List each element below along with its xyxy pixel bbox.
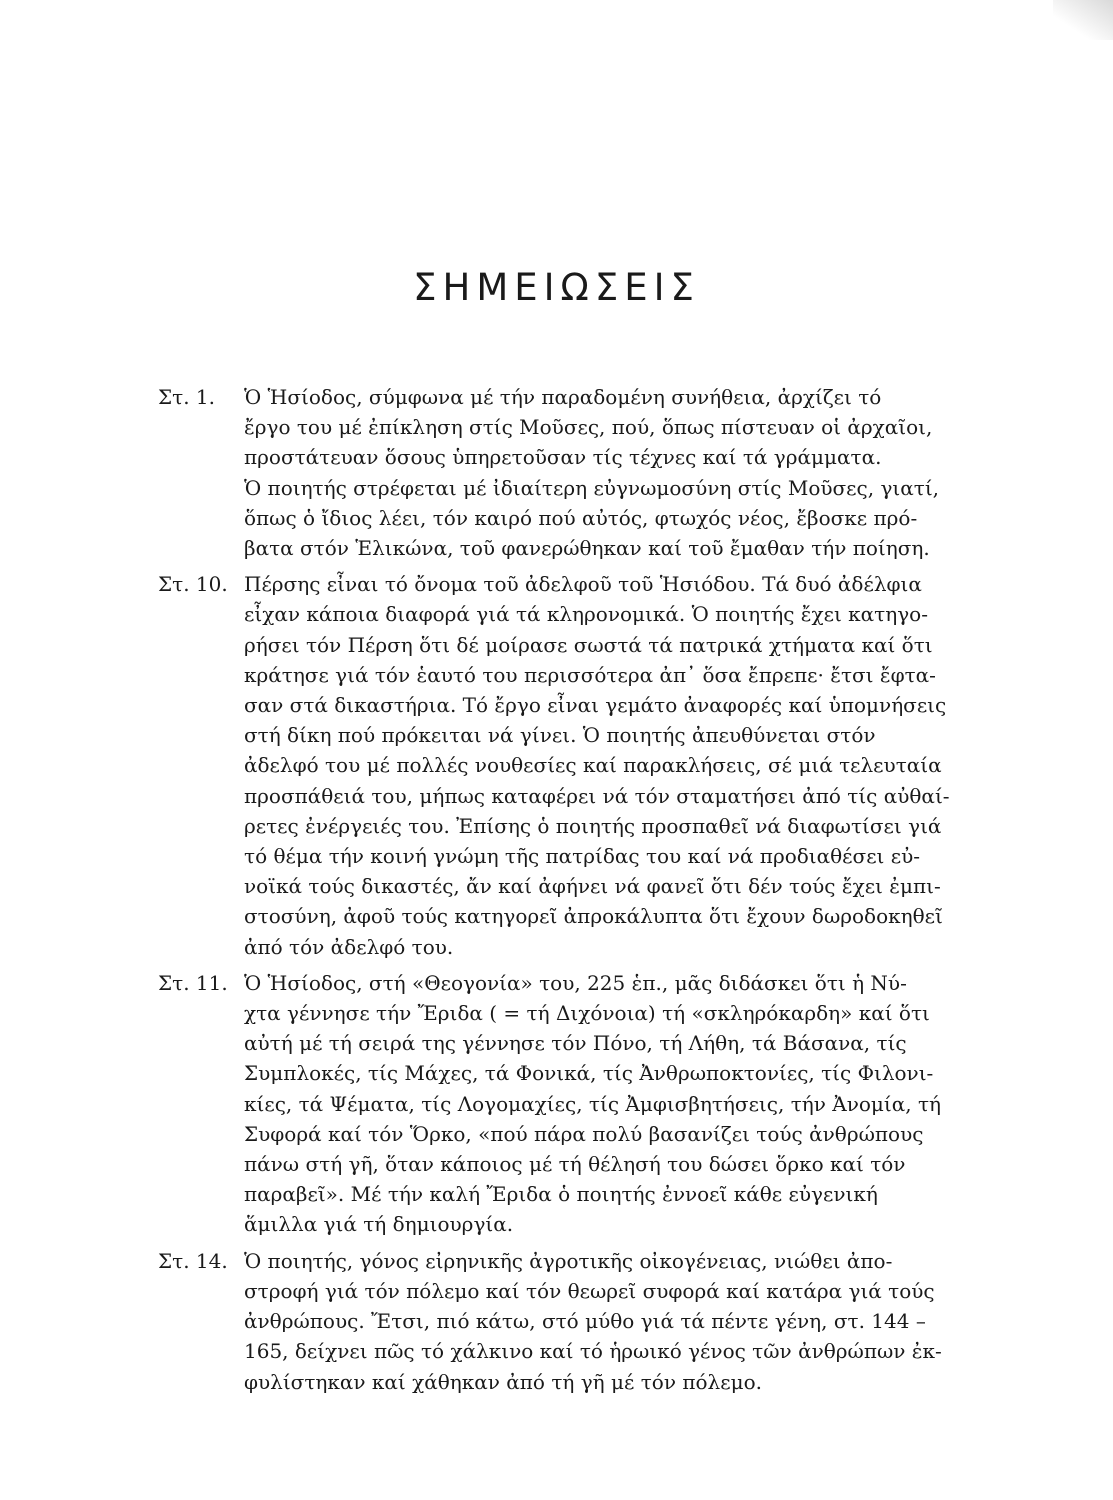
note-line: βατα στόν Ἑλικώνα, τοῦ φανερώθηκαν καί τοῦ ἔμαθαν τήν ποίηση. [244,536,930,561]
notes-list [158,382,1018,1403]
note-line: κράτησε γιά τόν ἑαυτό του περισσότερα ἀπ᾽ ὅσα ἔπρεπε· ἔτσι ἔφτα- [244,662,936,687]
note-line: πάνω στή γῆ, ὅταν κάποιος μέ τή θέλησή του δώσει ὅρκο καί τόν [244,1152,906,1177]
note-reference: Στ. 10. [158,572,228,597]
note-line: ἅμιλλα γιά τή δημιουργία. [244,1212,514,1237]
note-line: Ὁ Ἡσίοδος, στή «Θεογονία» του, 225 ἑπ., μᾶς διδάσκει ὅτι ἡ Νύ- [244,970,907,995]
note-line: φυλίστηκαν καί χάθηκαν ἀπό τή γῆ μέ τόν πόλεμο. [244,1369,762,1394]
note-line: στοσύνη, ἀφοῦ τούς κατηγορεῖ ἀπροκάλυπτα ὅτι ἔχουν δωροδοκηθεῖ [244,904,943,929]
note-line: προστάτευαν ὅσους ὑπηρετοῦσαν τίς τέχνες καί τά γράμματα. [244,445,882,470]
note-line: εἶχαν κάποια διαφορά γιά τά κληρονομικά. Ὁ ποιητής ἔχει κατηγο- [244,602,928,627]
note-reference: Στ. 11. [158,970,228,995]
note-line: 165, δείχνει πῶς τό χάλκινο καί τό ἡρωικό γένος τῶν ἀνθρώπων ἐκ- [244,1339,942,1364]
note-line: προσπάθειά του, μήπως καταφέρει νά τόν σταματήσει ἀπό τίς αὐθαί- [244,783,950,808]
note-text [244,382,1018,563]
note-line: ρήσει τόν Πέρση ὅτι δέ μοίρασε σωστά τά πατρικά χτήματα καί ὅτι [244,632,933,657]
note-line: ἀπό τόν ἀδελφό του. [244,934,454,959]
note-text [244,1246,1018,1397]
note-reference: Στ. 1. [158,385,216,409]
note-line: τό θέμα τήν κοινή γνώμη τῆς πατρίδας του καί νά προδιαθέσει εὐ- [244,844,921,869]
note-line: Ὁ Ἡσίοδος, σύμφωνα μέ τήν παραδομένη συνήθεια, ἀρχίζει τό [244,385,882,409]
note-line: αὐτή μέ τή σειρά της γέννησε τόν Πόνο, τή Λήθη, τά Βάσανα, τίς [244,1031,907,1056]
note-line: σαν στά δικαστήρια. Τό ἔργο εἶναι γεμάτο ἀναφορές καί ὑπομνήσεις [244,693,947,718]
note-line: νοϊκά τούς δικαστές, ἄν καί ἀφήνει νά φανεῖ ὅτι δέν τούς ἔχει ἐμπι- [244,874,941,899]
note-line: ρετες ἐνέργειές του. Ἐπίσης ὁ ποιητής προσπαθεῖ νά διαφωτίσει γιά [244,813,942,838]
note-verse-14 [158,1246,1018,1397]
note-line: ἀδελφό του μέ πολλές νουθεσίες καί παρακλήσεις, σέ μιά τελευταία [244,753,942,778]
note-line: Συφορά καί τόν Ὅρκο, «πού πάρα πολύ βασανίζει τούς ἀνθρώπους [244,1121,924,1146]
note-line: κίες, τά Ψέματα, τίς Λογομαχίες, τίς Ἀμφισβητήσεις, τήν Ἀνομία, τή [244,1091,942,1116]
note-line: χτα γέννησε τήν Ἔριδα ( = τή Διχόνοια) τή «σκληρόκαρδη» καί ὅτι [244,1001,930,1026]
note-line: ὅπως ὁ ἴδιος λέει, τόν καιρό πού αὐτός, φτωχός νέος, ἔβοσκε πρό- [244,505,918,530]
note-text [244,968,1018,1240]
note-verse-1 [158,382,1018,563]
note-line: Πέρσης εἶναι τό ὄνομα τοῦ ἀδελφοῦ τοῦ Ἡσιόδου. Τά δυό ἀδέλφια [244,572,922,597]
note-line: στή δίκη πού πρόκειται νά γίνει. Ὁ ποιητής ἀπευθύνεται στόν [244,723,876,748]
page-title: ΣΗΜΕΙΩΣΕΙΣ [413,266,700,309]
note-line: ἀνθρώπους. Ἔτσι, πιό κάτω, στό μύθο γιά τά πέντε γένη, στ. 144 – [244,1309,926,1334]
note-line: στροφή γιά τόν πόλεμο καί τόν θεωρεῖ συφορά καί κατάρα γιά τούς [244,1278,935,1303]
note-line: Ὁ ποιητής στρέφεται μέ ἰδιαίτερη εὐγνωμοσύνη στίς Μοῦσες, γιατί, [244,475,940,500]
scan-edge-shadow [1053,0,1113,40]
note-verse-10 [158,569,1018,962]
note-text [244,569,1018,962]
note-line: παραβεῖ». Μέ τήν καλή Ἔριδα ὁ ποιητής ἐννοεῖ κάθε εὐγενική [244,1182,878,1207]
note-verse-11 [158,968,1018,1240]
note-line: Συμπλοκές, τίς Μάχες, τά Φονικά, τίς Ἀνθρωποκτονίες, τίς Φιλονι- [244,1061,934,1086]
note-line: ἔργο του μέ ἐπίκληση στίς Μοῦσες, πού, ὅπως πίστευαν οἱ ἀρχαῖοι, [244,415,933,440]
note-line: Ὁ ποιητής, γόνος εἰρηνικῆς ἀγροτικῆς οἰκογένειας, νιώθει ἀπο- [244,1248,893,1273]
note-reference: Στ. 14. [158,1248,228,1273]
